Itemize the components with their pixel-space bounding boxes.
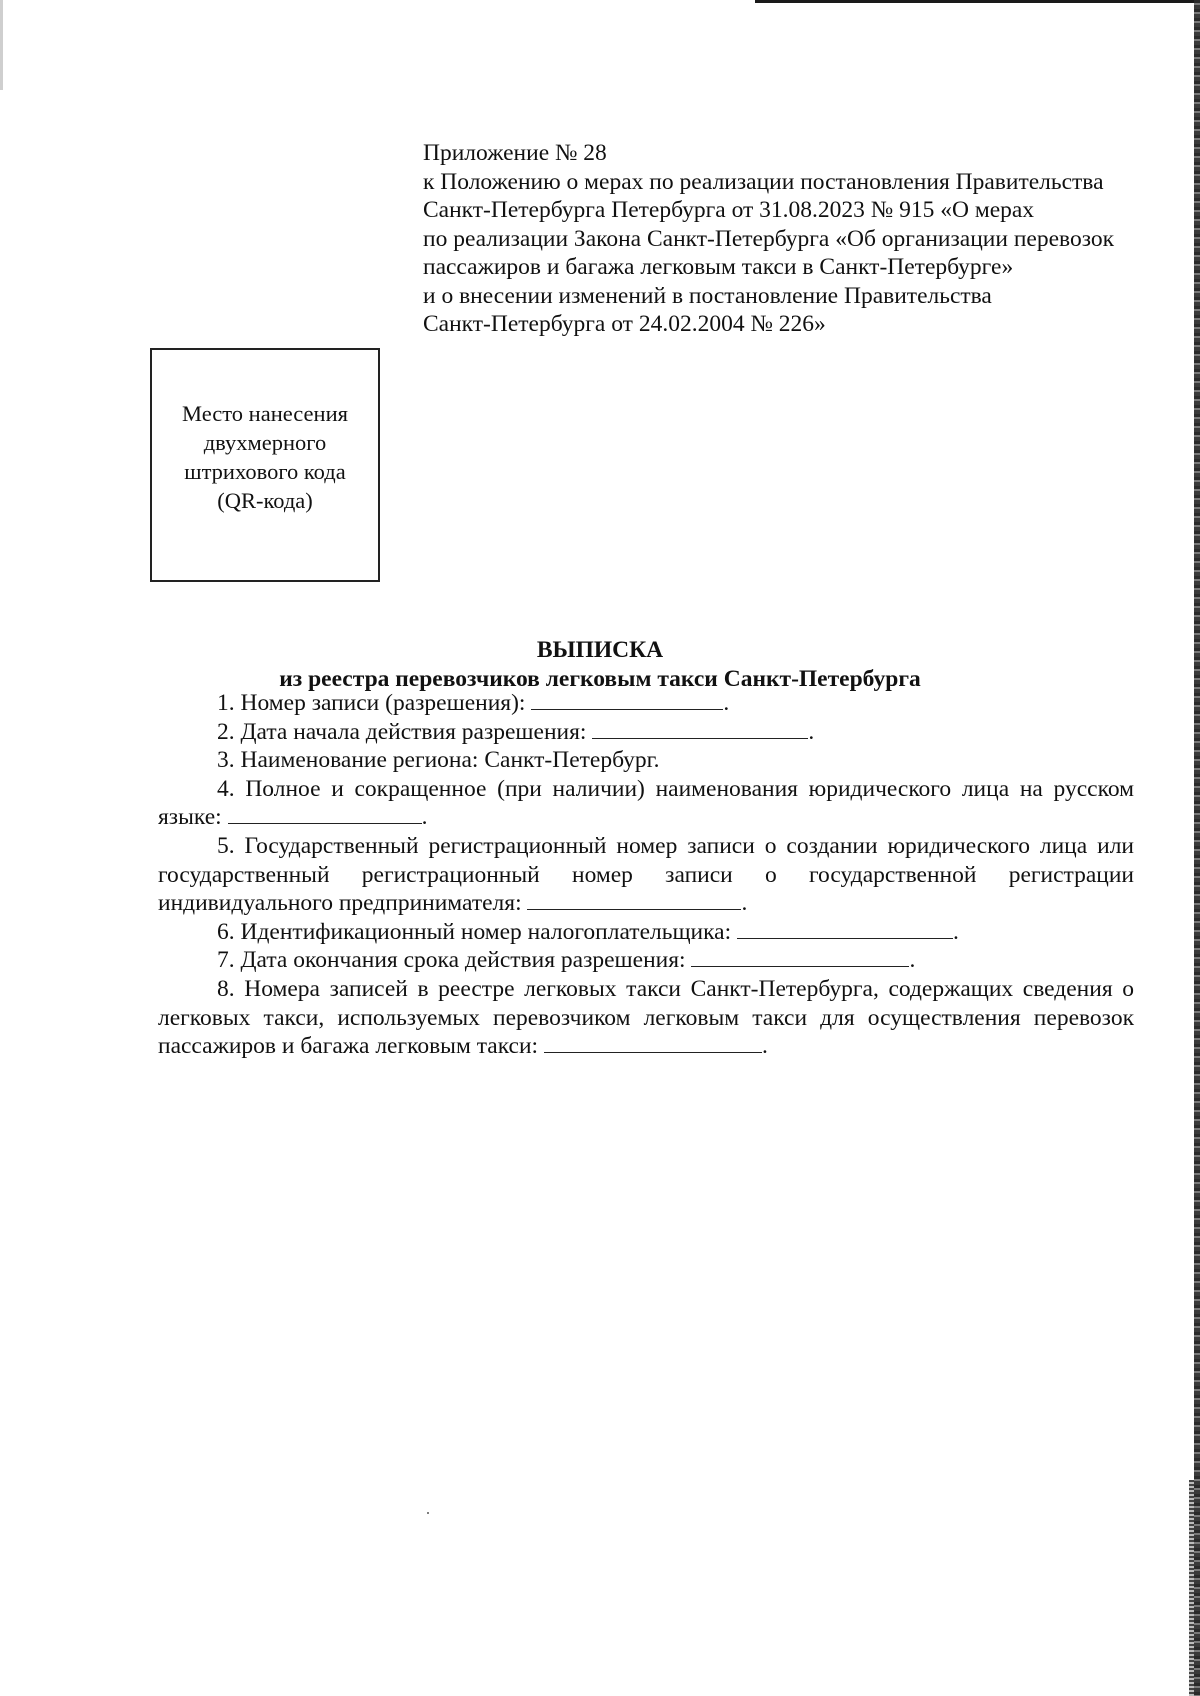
qr-code-placeholder [150,348,380,582]
qr-text-line: Место нанесения [182,401,348,426]
extract-item-6: 6. Идентификационный номер налогоплательщика: . [217,918,959,945]
appendix-line: Санкт-Петербурга от 24.02.2004 № 226» [423,311,826,337]
appendix-line: по реализации Закона Санкт-Петербурга «Об организации перевозок [423,225,1115,252]
qr-text-line: (QR-кода) [217,488,313,513]
qr-text-line: штрихового кода [184,459,346,484]
fill-in-blank[interactable] [691,946,909,967]
scan-edge-top [755,0,1200,3]
extract-item-1: 1. Номер записи (разрешения): . [217,690,730,716]
scan-edge-right [1194,0,1200,1696]
appendix-line: и о внесении изменений в постановление Правительства [423,282,992,309]
extract-item-3: 3. Наименование региона: Санкт-Петербург. [217,747,660,774]
extract-item-8: 8. Номера записей в реестре легковых такси Санкт-Петербурга, содержащих сведения о легковых такси, используемых перевозчиком легковым такси для осуществления перевозок пассажиров и багажа легковым такси: . [158,975,1134,1060]
document-subtitle: из реестра перевозчиков легковым такси Санкт-Петербурга [279,666,921,692]
fill-in-blank[interactable] [228,803,422,824]
fill-in-blank[interactable] [531,689,723,710]
extract-item-7: 7. Дата окончания срока действия разрешения: . [217,947,916,974]
scan-speck [427,1512,429,1514]
qr-placeholder-text [182,399,348,515]
extract-items [158,689,1134,1061]
appendix-line: пассажиров и багажа легковым такси в Санкт-Петербурге» [423,254,1014,280]
extract-item-4: 4. Полное и сокращенное (при наличии) наименования юридического лица на русском языке: . [158,775,1134,831]
scan-edge-right-inner [1189,1480,1194,1696]
qr-text-line: двухмерного [203,430,327,455]
document-title: ВЫПИСКА [536,637,664,663]
extract-item-2: 2. Дата начала действия разрешения: . [217,718,815,745]
fill-in-blank[interactable] [737,918,953,939]
appendix-line: к Положению о мерах по реализации постановления Правительства [423,168,1104,195]
fill-in-blank[interactable] [592,718,808,739]
appendix-line: Приложение № 28 [423,140,607,166]
appendix-header [423,139,1143,339]
fill-in-blank[interactable] [527,889,741,910]
fill-in-blank[interactable] [544,1032,762,1053]
scan-edge-left [0,0,3,90]
extract-item-5: 5. Государственный регистрационный номер записи о создании юридического лица или государственный регистрационный номер записи о государственной регистрации индивидуального предпринимателя: . [158,832,1134,917]
appendix-line: Санкт-Петербурга Петербурга от 31.08.2023 № 915 «О мерах [423,197,1035,223]
